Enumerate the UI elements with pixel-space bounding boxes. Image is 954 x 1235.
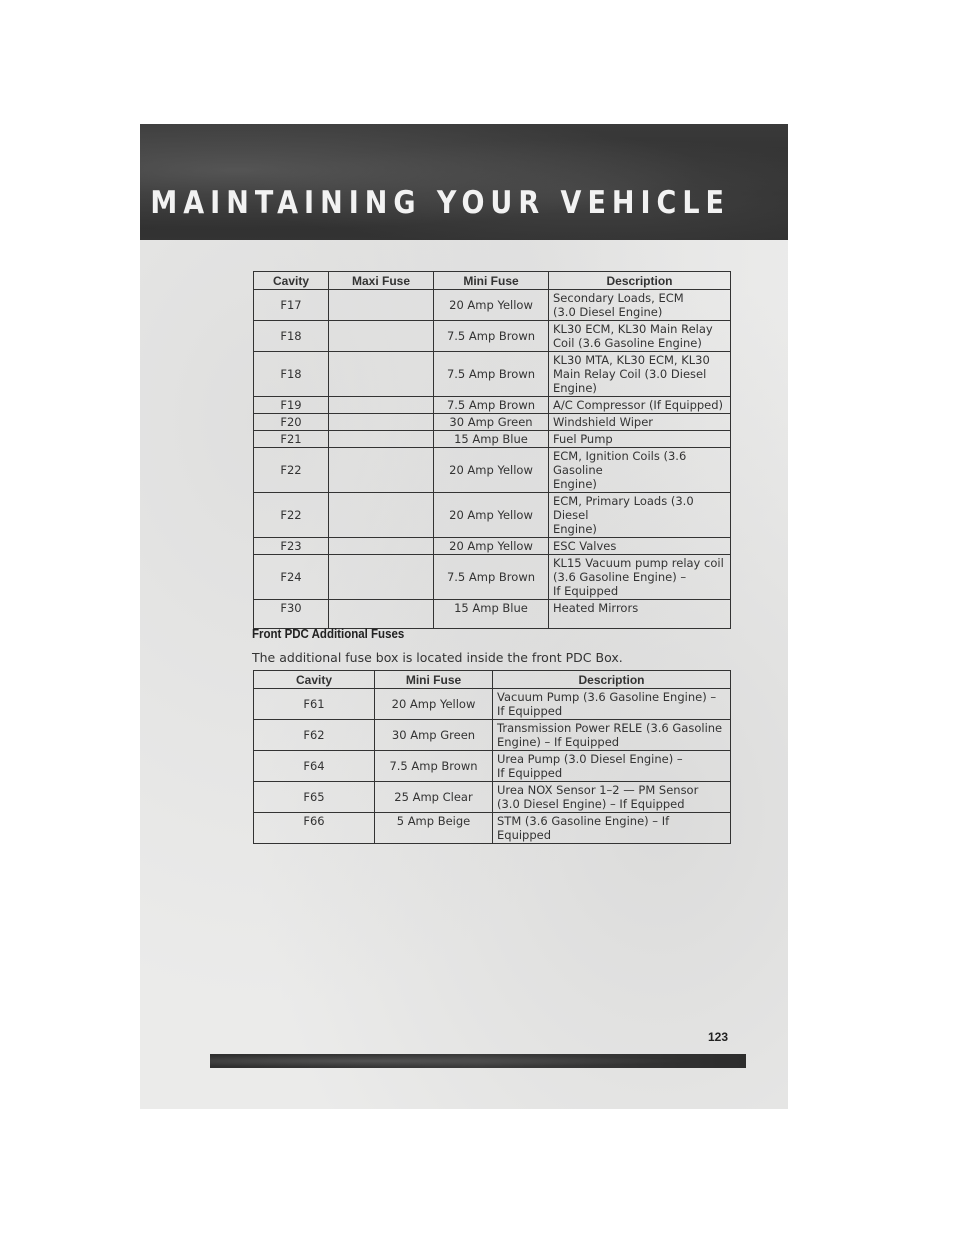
cavity-cell: F22: [254, 448, 329, 493]
description-cell: [493, 751, 731, 782]
table-row: [254, 751, 731, 782]
description-line: KL30 MTA, KL30 ECM, KL30: [553, 353, 710, 367]
description-cell: [493, 782, 731, 813]
table-row: [254, 782, 731, 813]
description-cell: [549, 493, 731, 538]
description-line: Coil (3.6 Gasoline Engine): [553, 336, 702, 350]
description-cell: [549, 414, 731, 431]
description-cell: [549, 321, 731, 352]
fuse-table-main: [253, 271, 731, 629]
section-body-text: The additional fuse box is located inside the front PDC Box.: [252, 650, 623, 665]
maxi-fuse-cell: [329, 538, 434, 555]
column-header-description: Description: [493, 671, 731, 689]
table-row: [254, 321, 731, 352]
mini-fuse-cell: 20 Amp Yellow: [434, 290, 549, 321]
table-header-row: [254, 272, 731, 290]
table-row: [254, 538, 731, 555]
cavity-cell: F66: [254, 813, 375, 844]
description-cell: [549, 448, 731, 493]
description-cell: [493, 720, 731, 751]
page-number: 123: [708, 1030, 729, 1044]
description-line: Engine): [553, 381, 597, 395]
table-row: [254, 720, 731, 751]
cavity-cell: F23: [254, 538, 329, 555]
cavity-cell: F19: [254, 397, 329, 414]
maxi-fuse-cell: [329, 493, 434, 538]
mini-fuse-cell: 7.5 Amp Brown: [434, 352, 549, 397]
description-cell: [549, 555, 731, 600]
description-line: KL30 ECM, KL30 Main Relay: [553, 322, 713, 336]
maxi-fuse-cell: [329, 600, 434, 629]
description-line: Engine): [553, 522, 597, 536]
table-row: [254, 397, 731, 414]
description-line: Urea Pump (3.0 Diesel Engine) –: [497, 752, 683, 766]
table-row: [254, 600, 731, 629]
maxi-fuse-cell: [329, 431, 434, 448]
description-line: Secondary Loads, ECM: [553, 291, 684, 305]
maxi-fuse-cell: [329, 397, 434, 414]
table-row: [254, 493, 731, 538]
description-line: Engine): [553, 477, 597, 491]
table-row: [254, 414, 731, 431]
cavity-cell: F18: [254, 352, 329, 397]
description-line: If Equipped: [497, 766, 563, 780]
fuse-table-additional: [253, 670, 731, 844]
description-line: ESC Valves: [553, 539, 617, 553]
mini-fuse-cell: 5 Amp Beige: [375, 813, 493, 844]
maxi-fuse-cell: [329, 352, 434, 397]
mini-fuse-cell: 20 Amp Yellow: [434, 448, 549, 493]
description-line: STM (3.6 Gasoline Engine) – If Equipped: [497, 814, 670, 842]
cavity-cell: F30: [254, 600, 329, 629]
mini-fuse-cell: 7.5 Amp Brown: [434, 555, 549, 600]
maxi-fuse-cell: [329, 448, 434, 493]
mini-fuse-cell: 30 Amp Green: [375, 720, 493, 751]
table-row: [254, 689, 731, 720]
description-line: Urea NOX Sensor 1–2 — PM Sensor: [497, 783, 699, 797]
table-row: [254, 352, 731, 397]
footer-bar: [210, 1054, 746, 1068]
table-row: [254, 813, 731, 844]
description-line: ECM, Primary Loads (3.0 Diesel: [553, 494, 694, 522]
maxi-fuse-cell: [329, 555, 434, 600]
header-band: [140, 124, 788, 240]
cavity-cell: F64: [254, 751, 375, 782]
description-line: Main Relay Coil (3.0 Diesel: [553, 367, 707, 381]
mini-fuse-cell: 7.5 Amp Brown: [434, 397, 549, 414]
description-cell: [549, 352, 731, 397]
cavity-cell: F62: [254, 720, 375, 751]
description-line: (3.0 Diesel Engine): [553, 305, 663, 319]
table-header-row: [254, 671, 731, 689]
mini-fuse-cell: 15 Amp Blue: [434, 600, 549, 629]
description-line: Heated Mirrors: [553, 601, 639, 615]
manual-page: [140, 124, 788, 1109]
description-line: KL15 Vacuum pump relay coil: [553, 556, 724, 570]
description-line: A/C Compressor (If Equipped): [553, 398, 724, 412]
cavity-cell: F21: [254, 431, 329, 448]
description-cell: [493, 813, 731, 844]
mini-fuse-cell: 15 Amp Blue: [434, 431, 549, 448]
description-cell: [493, 689, 731, 720]
mini-fuse-cell: 20 Amp Yellow: [434, 538, 549, 555]
description-cell: [549, 290, 731, 321]
column-header-maxi-fuse: Maxi Fuse: [329, 272, 434, 290]
description-line: Vacuum Pump (3.6 Gasoline Engine) –: [497, 690, 717, 704]
description-line: (3.6 Gasoline Engine) –: [553, 570, 687, 584]
table-row: [254, 431, 731, 448]
page-title: MAINTAINING YOUR VEHICLE: [150, 185, 730, 221]
maxi-fuse-cell: [329, 321, 434, 352]
description-line: Windshield Wiper: [553, 415, 654, 429]
section-heading: Front PDC Additional Fuses: [252, 627, 405, 641]
description-line: ECM, Ignition Coils (3.6 Gasoline: [553, 449, 687, 477]
column-header-cavity: Cavity: [254, 272, 329, 290]
mini-fuse-cell: 7.5 Amp Brown: [375, 751, 493, 782]
column-header-mini-fuse: Mini Fuse: [375, 671, 493, 689]
description-line: Transmission Power RELE (3.6 Gasoline: [497, 721, 723, 735]
cavity-cell: F61: [254, 689, 375, 720]
cavity-cell: F18: [254, 321, 329, 352]
mini-fuse-cell: 25 Amp Clear: [375, 782, 493, 813]
mini-fuse-cell: 7.5 Amp Brown: [434, 321, 549, 352]
cavity-cell: F22: [254, 493, 329, 538]
cavity-cell: F17: [254, 290, 329, 321]
description-cell: [549, 431, 731, 448]
maxi-fuse-cell: [329, 414, 434, 431]
description-cell: [549, 538, 731, 555]
column-header-description: Description: [549, 272, 731, 290]
table-row: [254, 290, 731, 321]
table-row: [254, 555, 731, 600]
maxi-fuse-cell: [329, 290, 434, 321]
description-line: If Equipped: [553, 584, 619, 598]
cavity-cell: F20: [254, 414, 329, 431]
description-cell: [549, 600, 731, 629]
description-line: (3.0 Diesel Engine) – If Equipped: [497, 797, 685, 811]
description-line: Fuel Pump: [553, 432, 613, 446]
column-header-mini-fuse: Mini Fuse: [434, 272, 549, 290]
table-row: [254, 448, 731, 493]
column-header-cavity: Cavity: [254, 671, 375, 689]
cavity-cell: F24: [254, 555, 329, 600]
mini-fuse-cell: 20 Amp Yellow: [375, 689, 493, 720]
mini-fuse-cell: 20 Amp Yellow: [434, 493, 549, 538]
cavity-cell: F65: [254, 782, 375, 813]
description-line: If Equipped: [497, 704, 563, 718]
mini-fuse-cell: 30 Amp Green: [434, 414, 549, 431]
description-cell: [549, 397, 731, 414]
description-line: Engine) – If Equipped: [497, 735, 620, 749]
